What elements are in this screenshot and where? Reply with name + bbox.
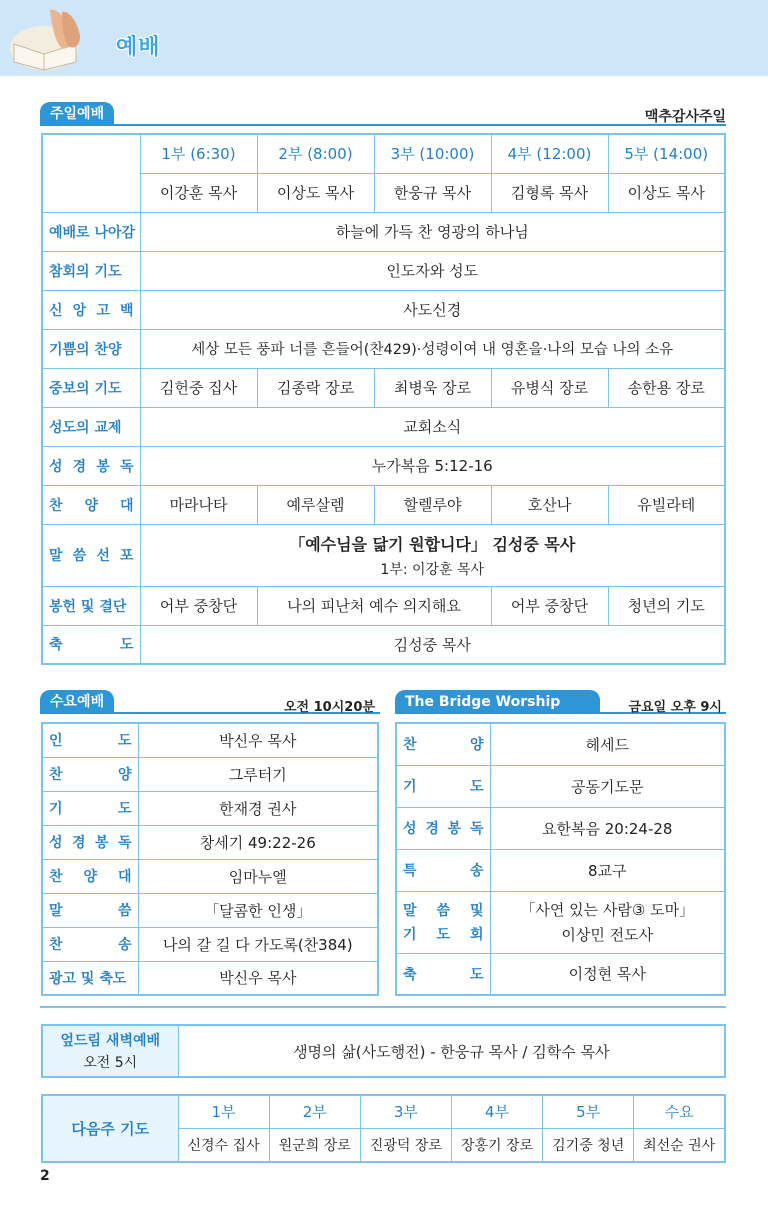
row-label: 광고 및 축도 xyxy=(42,961,138,995)
bridge-sermon-title: 「사연 있는 사람③ 도마」 xyxy=(520,901,695,919)
row-label: 찬 양 xyxy=(42,757,138,791)
sermon-cell xyxy=(140,524,725,586)
row-value: 그루터기 xyxy=(138,757,378,791)
tab-sunday-worship: 주일예배 xyxy=(40,102,114,126)
row-label: 성 경 봉 독 xyxy=(42,825,138,859)
row-label: 참회의 기도 xyxy=(42,251,140,290)
row-label: 말 씀 선 포 xyxy=(42,524,140,586)
row-value: 이정현 목사 xyxy=(490,953,725,995)
row-label: 예배로 나아감 xyxy=(42,212,140,251)
row-value: 8교구 xyxy=(490,849,725,891)
pastor-cell: 이상도 목사 xyxy=(608,173,725,212)
praying-hands-bible-icon xyxy=(6,4,98,74)
row-label: 찬 양 xyxy=(396,723,490,765)
row-label: 찬 양 대 xyxy=(42,859,138,893)
row-value: 인도자와 성도 xyxy=(140,251,725,290)
page-title: 예배 xyxy=(116,35,161,60)
prayer-name: 김기중 청년 xyxy=(543,1128,634,1162)
row-label: 찬 양 대 xyxy=(42,485,140,524)
row-value: 「달콤한 인생」 xyxy=(138,893,378,927)
pastor-cell: 한웅규 목사 xyxy=(374,173,491,212)
choir-cell: 예루살렘 xyxy=(257,485,374,524)
wednesday-time: 오전 10시20분 xyxy=(284,700,375,715)
tab-wednesday-worship: 수요예배 xyxy=(40,690,114,714)
wednesday-worship-table xyxy=(41,722,379,996)
divider xyxy=(40,124,726,126)
service-header: 4부 (12:00) xyxy=(491,134,608,173)
row-value: 요한복음 20:24-28 xyxy=(490,807,725,849)
row-value: 사도신경 xyxy=(140,290,725,329)
row-label: 축 도 xyxy=(396,953,490,995)
row-value: 헤세드 xyxy=(490,723,725,765)
next-prayer-table xyxy=(41,1094,726,1163)
row-label: 말 씀 및 기 도 회 xyxy=(396,891,490,953)
row-value: 공동기도문 xyxy=(490,765,725,807)
row-value: 임마누엘 xyxy=(138,859,378,893)
prayer-cell: 유병식 장로 xyxy=(491,368,608,407)
bridge-worship-table xyxy=(395,722,726,996)
prayer-cell: 김헌중 집사 xyxy=(140,368,257,407)
dawn-worship-table xyxy=(41,1024,726,1078)
corner-cell xyxy=(42,134,140,212)
sermon-cell xyxy=(490,891,725,953)
tab-bridge-worship: The Bridge Worship xyxy=(395,690,600,714)
prayer-cell: 송한용 장로 xyxy=(608,368,725,407)
choir-cell: 마라나타 xyxy=(140,485,257,524)
offering-cell: 어부 중창단 xyxy=(140,586,257,625)
row-label: 성도의 교제 xyxy=(42,407,140,446)
prayer-head: 1부 xyxy=(178,1095,269,1128)
row-label: 축 도 xyxy=(42,625,140,664)
offering-cell: 어부 중창단 xyxy=(491,586,608,625)
prayer-name: 원군희 장로 xyxy=(269,1128,360,1162)
row-label: 기 도 xyxy=(42,791,138,825)
row-value: 누가복음 5:12-16 xyxy=(140,446,725,485)
dawn-label-cell xyxy=(42,1025,178,1077)
row-value: 박신우 목사 xyxy=(138,961,378,995)
sunday-note: 맥추감사주일 xyxy=(644,109,726,125)
row-label: 찬 송 xyxy=(42,927,138,961)
row-value: 박신우 목사 xyxy=(138,723,378,757)
row-label: 신 앙 고 백 xyxy=(42,290,140,329)
prayer-head: 수요 xyxy=(634,1095,725,1128)
sermon-title: 「예수님을 닮기 원합니다」 김성중 목사 xyxy=(289,534,576,554)
pastor-cell: 이상도 목사 xyxy=(257,173,374,212)
prayer-name: 최선순 권사 xyxy=(634,1128,725,1162)
prayer-cell: 최병욱 장로 xyxy=(374,368,491,407)
prayer-name: 진광덕 장로 xyxy=(360,1128,451,1162)
row-label: 기쁨의 찬양 xyxy=(42,329,140,368)
sunday-worship-table xyxy=(41,133,726,665)
choir-cell: 할렐루야 xyxy=(374,485,491,524)
choir-cell: 호산나 xyxy=(491,485,608,524)
row-value: 세상 모든 풍파 너를 흔들어(찬429)·성령이여 내 영혼을·나의 모습 나의 소유 xyxy=(140,329,725,368)
row-value: 하늘에 가득 찬 영광의 하나님 xyxy=(140,212,725,251)
section-divider xyxy=(40,1006,726,1008)
offering-cell: 나의 피난처 예수 의지해요 xyxy=(257,586,491,625)
choir-cell: 유빌라테 xyxy=(608,485,725,524)
prayer-head: 5부 xyxy=(543,1095,634,1128)
row-value: 나의 갈 길 다 가도록(찬384) xyxy=(138,927,378,961)
dawn-title: 엎드림 새벽예배 xyxy=(60,1033,161,1049)
pastor-cell: 이강훈 목사 xyxy=(140,173,257,212)
row-label: 성 경 봉 독 xyxy=(42,446,140,485)
bridge-time: 금요일 오후 9시 xyxy=(628,700,722,715)
prayer-head: 4부 xyxy=(451,1095,542,1128)
service-header: 2부 (8:00) xyxy=(257,134,374,173)
offering-cell: 청년의 기도 xyxy=(608,586,725,625)
row-value: 창세기 49:22-26 xyxy=(138,825,378,859)
prayer-head: 3부 xyxy=(360,1095,451,1128)
next-prayer-label: 다음주 기도 xyxy=(42,1095,178,1162)
bridge-sermon-speaker: 이상민 전도사 xyxy=(561,926,654,944)
prayer-cell: 김종락 장로 xyxy=(257,368,374,407)
pastor-cell: 김형록 목사 xyxy=(491,173,608,212)
top-banner xyxy=(0,0,768,76)
service-header: 1부 (6:30) xyxy=(140,134,257,173)
prayer-name: 장홍기 장로 xyxy=(451,1128,542,1162)
dawn-time: 오전 5시 xyxy=(83,1055,138,1071)
row-value: 교회소식 xyxy=(140,407,725,446)
row-label: 인 도 xyxy=(42,723,138,757)
dawn-value: 생명의 삶(사도행전) - 한웅규 목사 / 김학수 목사 xyxy=(178,1025,725,1077)
sermon-sub: 1부: 이강훈 목사 xyxy=(380,561,485,578)
service-header: 3부 (10:00) xyxy=(374,134,491,173)
service-header: 5부 (14:00) xyxy=(608,134,725,173)
row-label: 성 경 봉 독 xyxy=(396,807,490,849)
prayer-name: 신경수 집사 xyxy=(178,1128,269,1162)
row-label: 말 씀 xyxy=(42,893,138,927)
row-label: 봉헌 및 결단 xyxy=(42,586,140,625)
row-label: 기 도 xyxy=(396,765,490,807)
page-number: 2 xyxy=(40,1168,50,1184)
prayer-head: 2부 xyxy=(269,1095,360,1128)
row-label: 중보의 기도 xyxy=(42,368,140,407)
row-label: 특 송 xyxy=(396,849,490,891)
row-value: 김성중 목사 xyxy=(140,625,725,664)
row-value: 한재경 권사 xyxy=(138,791,378,825)
